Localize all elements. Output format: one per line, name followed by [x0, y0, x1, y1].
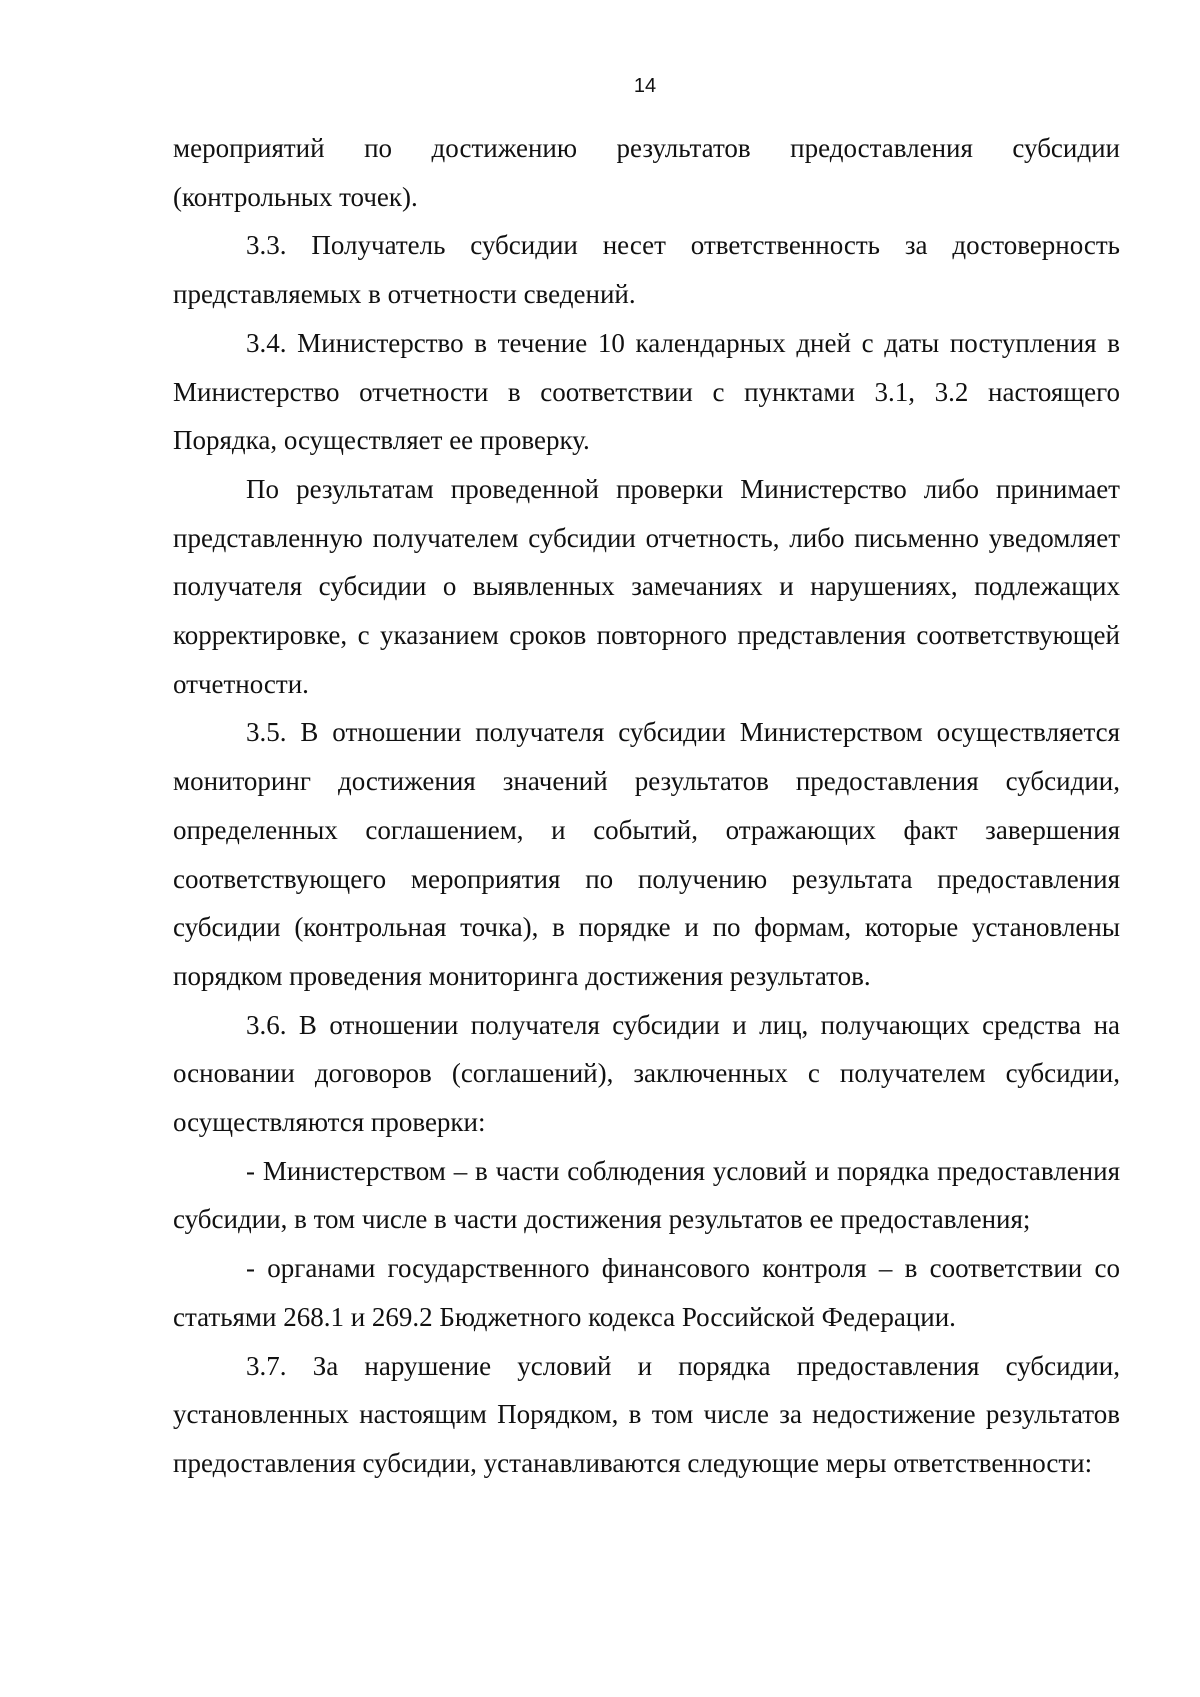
page-number: 14 — [633, 75, 657, 97]
paragraph-3-6: 3.6. В отношении получателя субсидии и лиц, получающих средства на основании договоров (соглашений), заключенных с получателем субсидии, осуществляются проверки: — [173, 1009, 1120, 1138]
list-item-financial-control: - органами государственного финансового контроля – в соответствии со статьями 268.1 и 269.2 Бюджетного кодекса Российской Федерации. — [173, 1253, 1120, 1332]
paragraph-3-4: 3.4. Министерство в течение 10 календарных дней с даты поступления в Министерство отчетности в соответствии с пунктами 3.1, 3.2 настоящего Порядка, осуществляет ее проверку. — [173, 327, 1120, 456]
paragraph-continuation: мероприятий по достижению результатов предоставления субсидии (контрольных точек). — [173, 133, 1120, 212]
document-body — [173, 124, 1120, 1488]
paragraph-3-7: 3.7. За нарушение условий и порядка предоставления субсидии, установленных настоящим Порядком, в том числе за недостижение результатов предоставления субсидии, устанавливаются следующие меры ответственности: — [173, 1350, 1120, 1478]
paragraph-3-5: 3.5. В отношении получателя субсидии Министерством осуществляется мониторинг достижения значений результатов предоставления субсидии, определенных соглашением, и событий, отражающих факт завершения соответствующего мероприятия по получению результата предоставления субсидии (контрольная точка), в порядке и по формам, которые установлены порядком проведения мониторинга достижения результатов. — [173, 717, 1120, 991]
list-item-ministry-checks: - Министерством – в части соблюдения условий и порядка предоставления субсидии, в том числе в части достижения результатов ее предоставления; — [173, 1155, 1120, 1235]
paragraph-3-3: 3.3. Получатель субсидии несет ответственность за достоверность представляемых в отчетности сведений. — [173, 230, 1120, 310]
paragraph-review-results: По результатам проведенной проверки Министерство либо принимает представленную получателем субсидии отчетность, либо письменно уведомляет получателя субсидии о выявленных замечаниях и нарушениях, подлежащих корректировке, с указанием сроков повторного представления соответствующей отчетности. — [173, 473, 1120, 699]
